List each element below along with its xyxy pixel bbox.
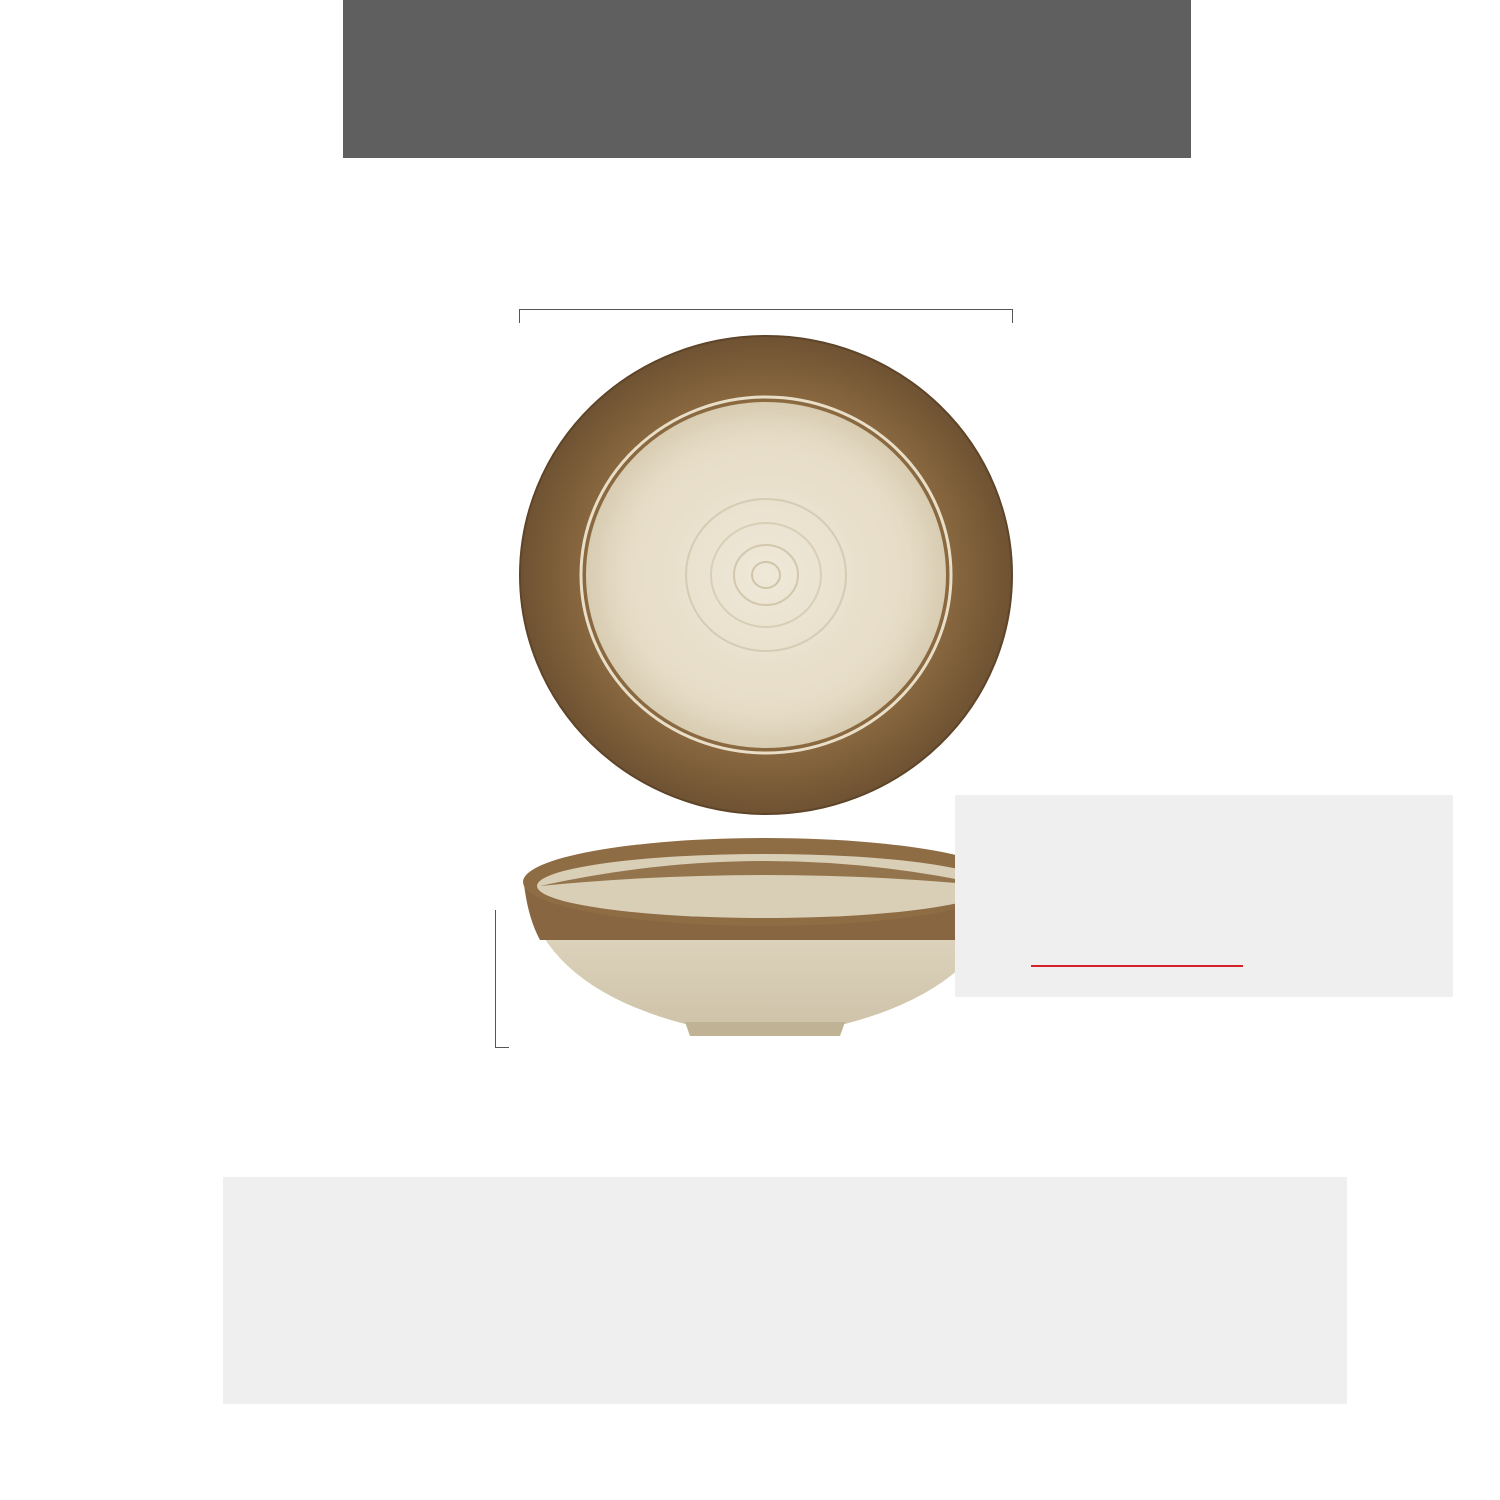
- shape-notice-panel: [955, 795, 1453, 997]
- diameter-bracket: [519, 309, 1013, 323]
- title-banner: [343, 0, 1191, 158]
- description-panel: [223, 1177, 1347, 1404]
- accent-underline: [1031, 965, 1243, 967]
- bowl-side-view-image: [520, 836, 1010, 1038]
- height-bracket: [495, 910, 509, 1048]
- bowl-top-view-image: [518, 334, 1014, 816]
